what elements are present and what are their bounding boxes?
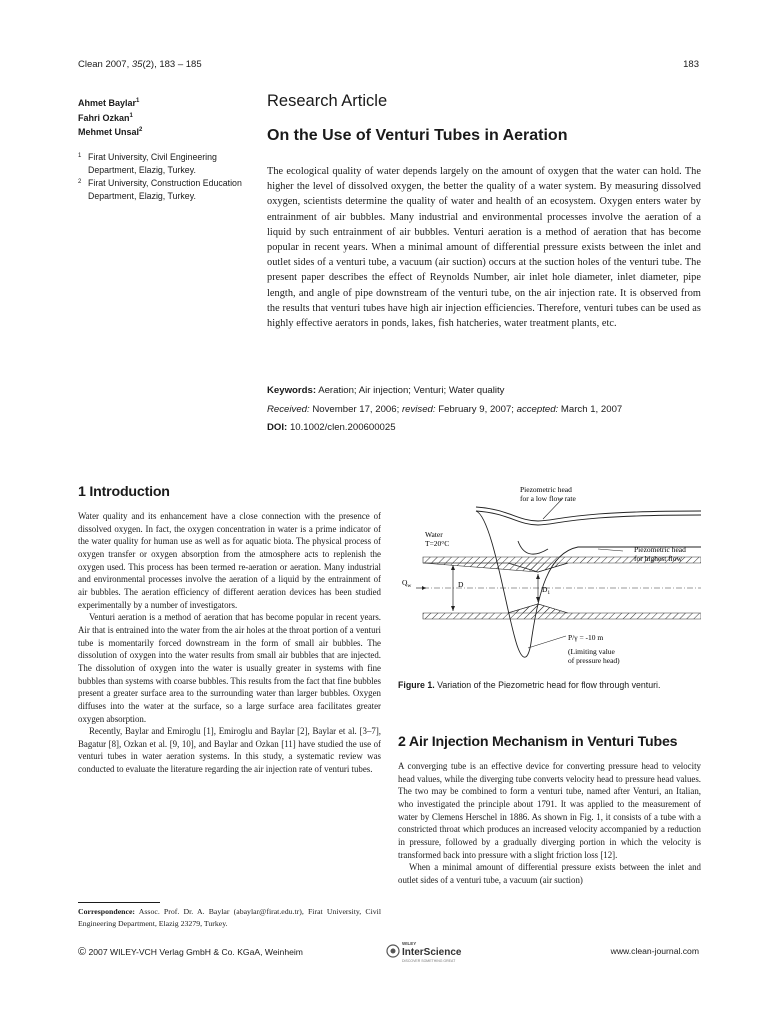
svg-text:WILEY: WILEY: [402, 941, 417, 946]
abstract: The ecological quality of water depends largely on the amount of oxygen that the water can hold. The higher the level of dissolved oxygen, the better the quality of a water system. By measuring dissolved oxygen, scientists determine the quality of water and health of an ecosystem. Oxygen enters water by entrainment of air bubbles. Many industrial and environmental processes involve the aeration of a liquid by such entrainment of air bubbles. Venturi aeration is a method of aeration that has become popular in recent years. When a minimal amount of differential pressure exists between the inlet and outlet sides of a venturi tube, a vacuum (air suction) occurs at the suction holes of the venturi tube. The present paper describes the effect of Reynolds Number, air inlet hole diameter, inlet diameter, pipe length, and angle of pipe downstream of the venturi tube, on the air injection rate. It is observed from the results that venturi tubes have high air injection efficiencies. Therefore, venturi tubes can be used as highly effective aerators in ponds, lakes, fish hatcheries, water treatment plants, etc.: [267, 166, 701, 330]
label-low-flow: Piezometric head: [520, 485, 572, 494]
running-head: Clean 2007, 35(2), 183 – 185: [78, 59, 202, 70]
paragraph: A converging tube is an effective device for converting pressure head to velocity head values, while the diverging tube converts velocity head to pressure head values. The two may be combined to form a venturi tube, named after Venturi, an Italian, who investigated the principle about 1791. It was applied to the measurement of water by Clemens Herschel in 1886. As shown in Fig. 1, it consists of a tube with a constricted throat which produces an increased velocity accompanied by a reduction in pressure, followed by a gradually diverging portion in which the velocity is transformed back into pressure with a slight friction loss [12].: [398, 761, 701, 860]
label-high-flow: Piezometric head: [634, 545, 686, 554]
article-dates: Received: November 17, 2006; revised: February 9, 2007; accepted: March 1, 2007: [267, 404, 623, 415]
correspondence-note: Correspondence: Assoc. Prof. Dr. A. Baylar (abaylar@firat.edu.tr), Firat University, Civil Engineering Department, Elazig 23279, Turkey.: [78, 907, 381, 928]
author: Ahmet Baylar$^1$: [78, 98, 140, 108]
author-list: [78, 95, 142, 139]
paragraph: Recently, Baylar and Emiroglu [1], Emiroglu and Baylar [2], Baylar et al. [3–7], Bagatur [8], Ozkan et al. [9, 10], and Baylar and Ozkan [11] have studied the use of venturi tubes in water aeration systems. In this study, a systematic review was conducted to evaluate the literature regarding the air injection rate of venturi tubes.: [78, 726, 381, 775]
copyright-icon: ©: [78, 946, 87, 958]
section-heading: 1 Introduction: [78, 484, 170, 500]
label-limit-2: of pressure head): [568, 656, 620, 665]
svg-text:DISCOVER SOMETHING GREAT: DISCOVER SOMETHING GREAT: [402, 959, 456, 963]
section-body: [398, 760, 701, 887]
label-high-flow-2: for highest flow: [634, 554, 682, 563]
article-title: On the Use of Venturi Tubes in Aeration: [267, 127, 568, 144]
author: Fahri Ozkan$^1$: [78, 112, 133, 123]
label-d: D: [458, 580, 464, 589]
section-heading: 2 Air Injection Mechanism in Venturi Tubes: [398, 734, 678, 750]
label-water: Water: [425, 530, 443, 539]
svg-text:InterScience: InterScience: [402, 947, 462, 958]
section-body: [78, 510, 381, 776]
label-d1: $D_1$: [542, 585, 551, 596]
copyright: © 2007 WILEY-VCH Verlag GmbH & Co. KGaA, Weinheim: [78, 946, 303, 958]
page-number: 183: [683, 59, 699, 70]
doi-link[interactable]: 10.1002/clen.200600025: [289, 422, 396, 433]
paragraph: When a minimal amount of differential pressure exists between the inlet and outlet sides of a venturi tube, a vacuum (air suction): [398, 862, 701, 885]
label-low-flow-2: for a low flow rate: [520, 494, 576, 503]
article-type: Research Article: [267, 92, 388, 110]
author: Mehmet Unsal$^2$: [78, 127, 143, 137]
paragraph: Venturi aeration is a method of aeration that has become popular in recent years. Air that is entrained into the water from the air holes at the throat portion of a venturi tube is momentarily forced downstream in the form of small air bubbles. The dissolution of oxygen into the water results from small air bubbles that are injected. The dissolution of oxygen into the water is usually greater in systems with fine bubbles than systems with coarse bubbles. This results from the fact that fine bubbles present a greater surface area to the surrounding water than larger bubbles. Oxygen diffuses into the water at the surface, so a large surface area facilitates greater oxygen absorption.: [78, 612, 382, 724]
journal-website[interactable]: www.clean-journal.com: [610, 946, 699, 956]
venturi-figure: [398, 483, 701, 673]
label-qw: $Q_w$: [402, 578, 412, 589]
label-limit: (Limiting value: [568, 647, 615, 656]
volume-number: 35: [131, 59, 143, 70]
label-temp: T=20°C: [425, 539, 450, 548]
affiliations: [78, 151, 260, 203]
figure-caption: Figure 1. Variation of the Piezometric head for flow through venturi.: [398, 680, 661, 690]
paragraph: Water quality and its enhancement have a close connection with the presence of dissolved oxygen. In fact, the oxygen concentration in water is a prime indicator of the water quality for human use as well as for aquatic biota. The physical process of oxygen transfer or oxygen absorption from the atmosphere acts to replenish the oxygen used. This process has been termed re-aeration or aeration. Many industrial and environmental processes involve the aeration of a liquid by the entrainment of air bubbles. The aeration efficiency of different aeration devices has been studied experimentally by a number of investigators.: [78, 511, 381, 610]
throat-dip: [518, 541, 548, 554]
footnote-rule: [78, 902, 160, 903]
interscience-logo: [384, 937, 494, 967]
affiliation: 1 Firat University, Civil Engineering Department, Elazig, Turkey.: [78, 152, 217, 175]
affiliation: 2 Firat University, Construction Education Department, Elazig, Turkey.: [78, 178, 242, 201]
label-pressure: P/γ = -10 m: [568, 633, 604, 642]
keywords: Keywords: Aeration; Air injection; Venturi; Water quality: [267, 385, 505, 396]
doi: DOI: 10.1002/clen.200600025: [267, 422, 396, 433]
low-flow-line: [476, 511, 701, 525]
